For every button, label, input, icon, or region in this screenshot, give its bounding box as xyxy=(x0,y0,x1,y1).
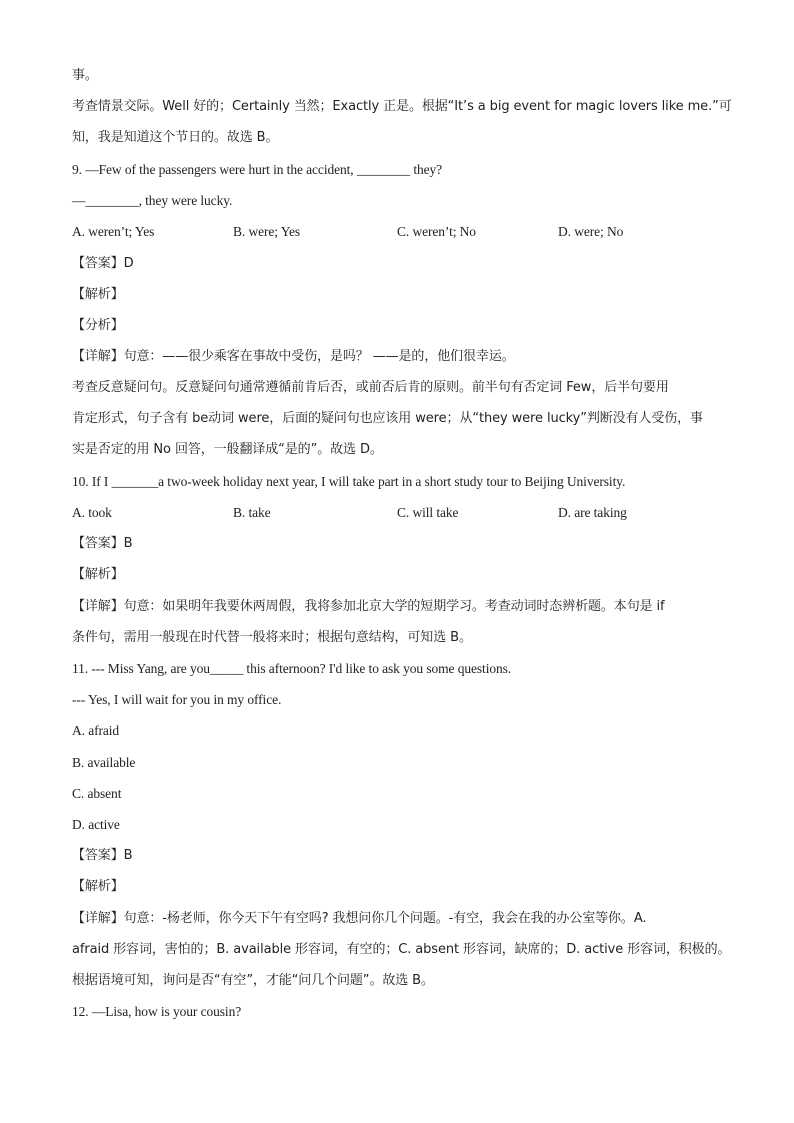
q9-option-c: C. weren’t; No xyxy=(397,224,476,239)
q11-option-a: A. afraid xyxy=(72,723,120,738)
text-line: 考查情景交际。Well 好的；Certainly 当然；Exactly 正是。根据“It’s a big event for magic lovers like me.”可 xyxy=(72,99,732,114)
q9-option-d: D. were; No xyxy=(558,224,624,239)
q9-fenxi-heading: 【分析】 xyxy=(72,318,124,333)
q10-option-c: C. will take xyxy=(397,505,459,520)
q10-option-d: D. are taking xyxy=(558,505,627,520)
text-line: 事。 xyxy=(72,68,98,83)
q10-answer: 【答案】B xyxy=(72,536,133,551)
text-line: 知，我是知道这个节日的。故选 B。 xyxy=(72,130,279,145)
question-9-stem: 9. —Few of the passengers were hurt in the accident, ________ they? xyxy=(72,162,443,177)
question-12-stem: 12. —Lisa, how is your cousin? xyxy=(72,1004,242,1019)
question-10-stem: 10. If I _______a two-week holiday next year, I will take part in a short study tour to Beijing University. xyxy=(72,474,626,489)
q11-detail: 【详解】句意：-杨老师，你今天下午有空吗? 我想问你几个问题。-有空，我会在我的办公室等你。A. xyxy=(72,911,647,926)
q10-jiexi-heading: 【解析】 xyxy=(72,567,124,582)
q10-option-a: A. took xyxy=(72,505,112,520)
q9-answer: 【答案】D xyxy=(72,256,134,271)
q11-detail: afraid 形容词，害怕的；B. available 形容词，有空的；C. absent 形容词，缺席的；D. active 形容词，积极的。 xyxy=(72,942,731,957)
q10-detail: 条件句，需用一般现在时代替一般将来时；根据句意结构，可知选 B。 xyxy=(72,630,472,645)
q10-detail: 【详解】句意：如果明年我要休两周假，我将参加北京大学的短期学习。考查动词时态辨析题。本句是 if xyxy=(72,599,665,614)
q11-jiexi-heading: 【解析】 xyxy=(72,879,124,894)
q9-option-b: B. were; Yes xyxy=(233,224,301,239)
q9-detail: 实是否定的用 No 回答，一般翻译成“是的”。故选 D。 xyxy=(72,442,383,457)
q9-option-a: A. weren’t; Yes xyxy=(72,224,155,239)
q11-detail: 根据语境可知，询问是否“有空”，才能“问几个问题”。故选 B。 xyxy=(72,973,434,988)
question-11-stem: 11. --- Miss Yang, are you_____ this afternoon? I'd like to ask you some questions. xyxy=(72,661,512,676)
q11-option-c: C. absent xyxy=(72,786,122,801)
q11-answer: 【答案】B xyxy=(72,848,133,863)
q9-detail: 考查反意疑问句。反意疑问句通常遵循前肯后否，或前否后肯的原则。前半句有否定词 Few，后半句要用 xyxy=(72,380,669,395)
question-9-line2: —________, they were lucky. xyxy=(72,193,233,208)
q9-detail: 肯定形式，句子含有 be动词 were，后面的疑问句也应该用 were；从“they were lucky”判断没有人受伤，事 xyxy=(72,411,703,426)
q11-option-d: D. active xyxy=(72,817,120,832)
question-11-line2: --- Yes, I will wait for you in my office. xyxy=(72,692,282,707)
q9-detail: 【详解】句意：——很少乘客在事故中受伤，是吗？ ——是的，他们很幸运。 xyxy=(72,349,515,364)
q9-jiexi-heading: 【解析】 xyxy=(72,287,124,302)
q10-option-b: B. take xyxy=(233,505,271,520)
q11-option-b: B. available xyxy=(72,755,136,770)
